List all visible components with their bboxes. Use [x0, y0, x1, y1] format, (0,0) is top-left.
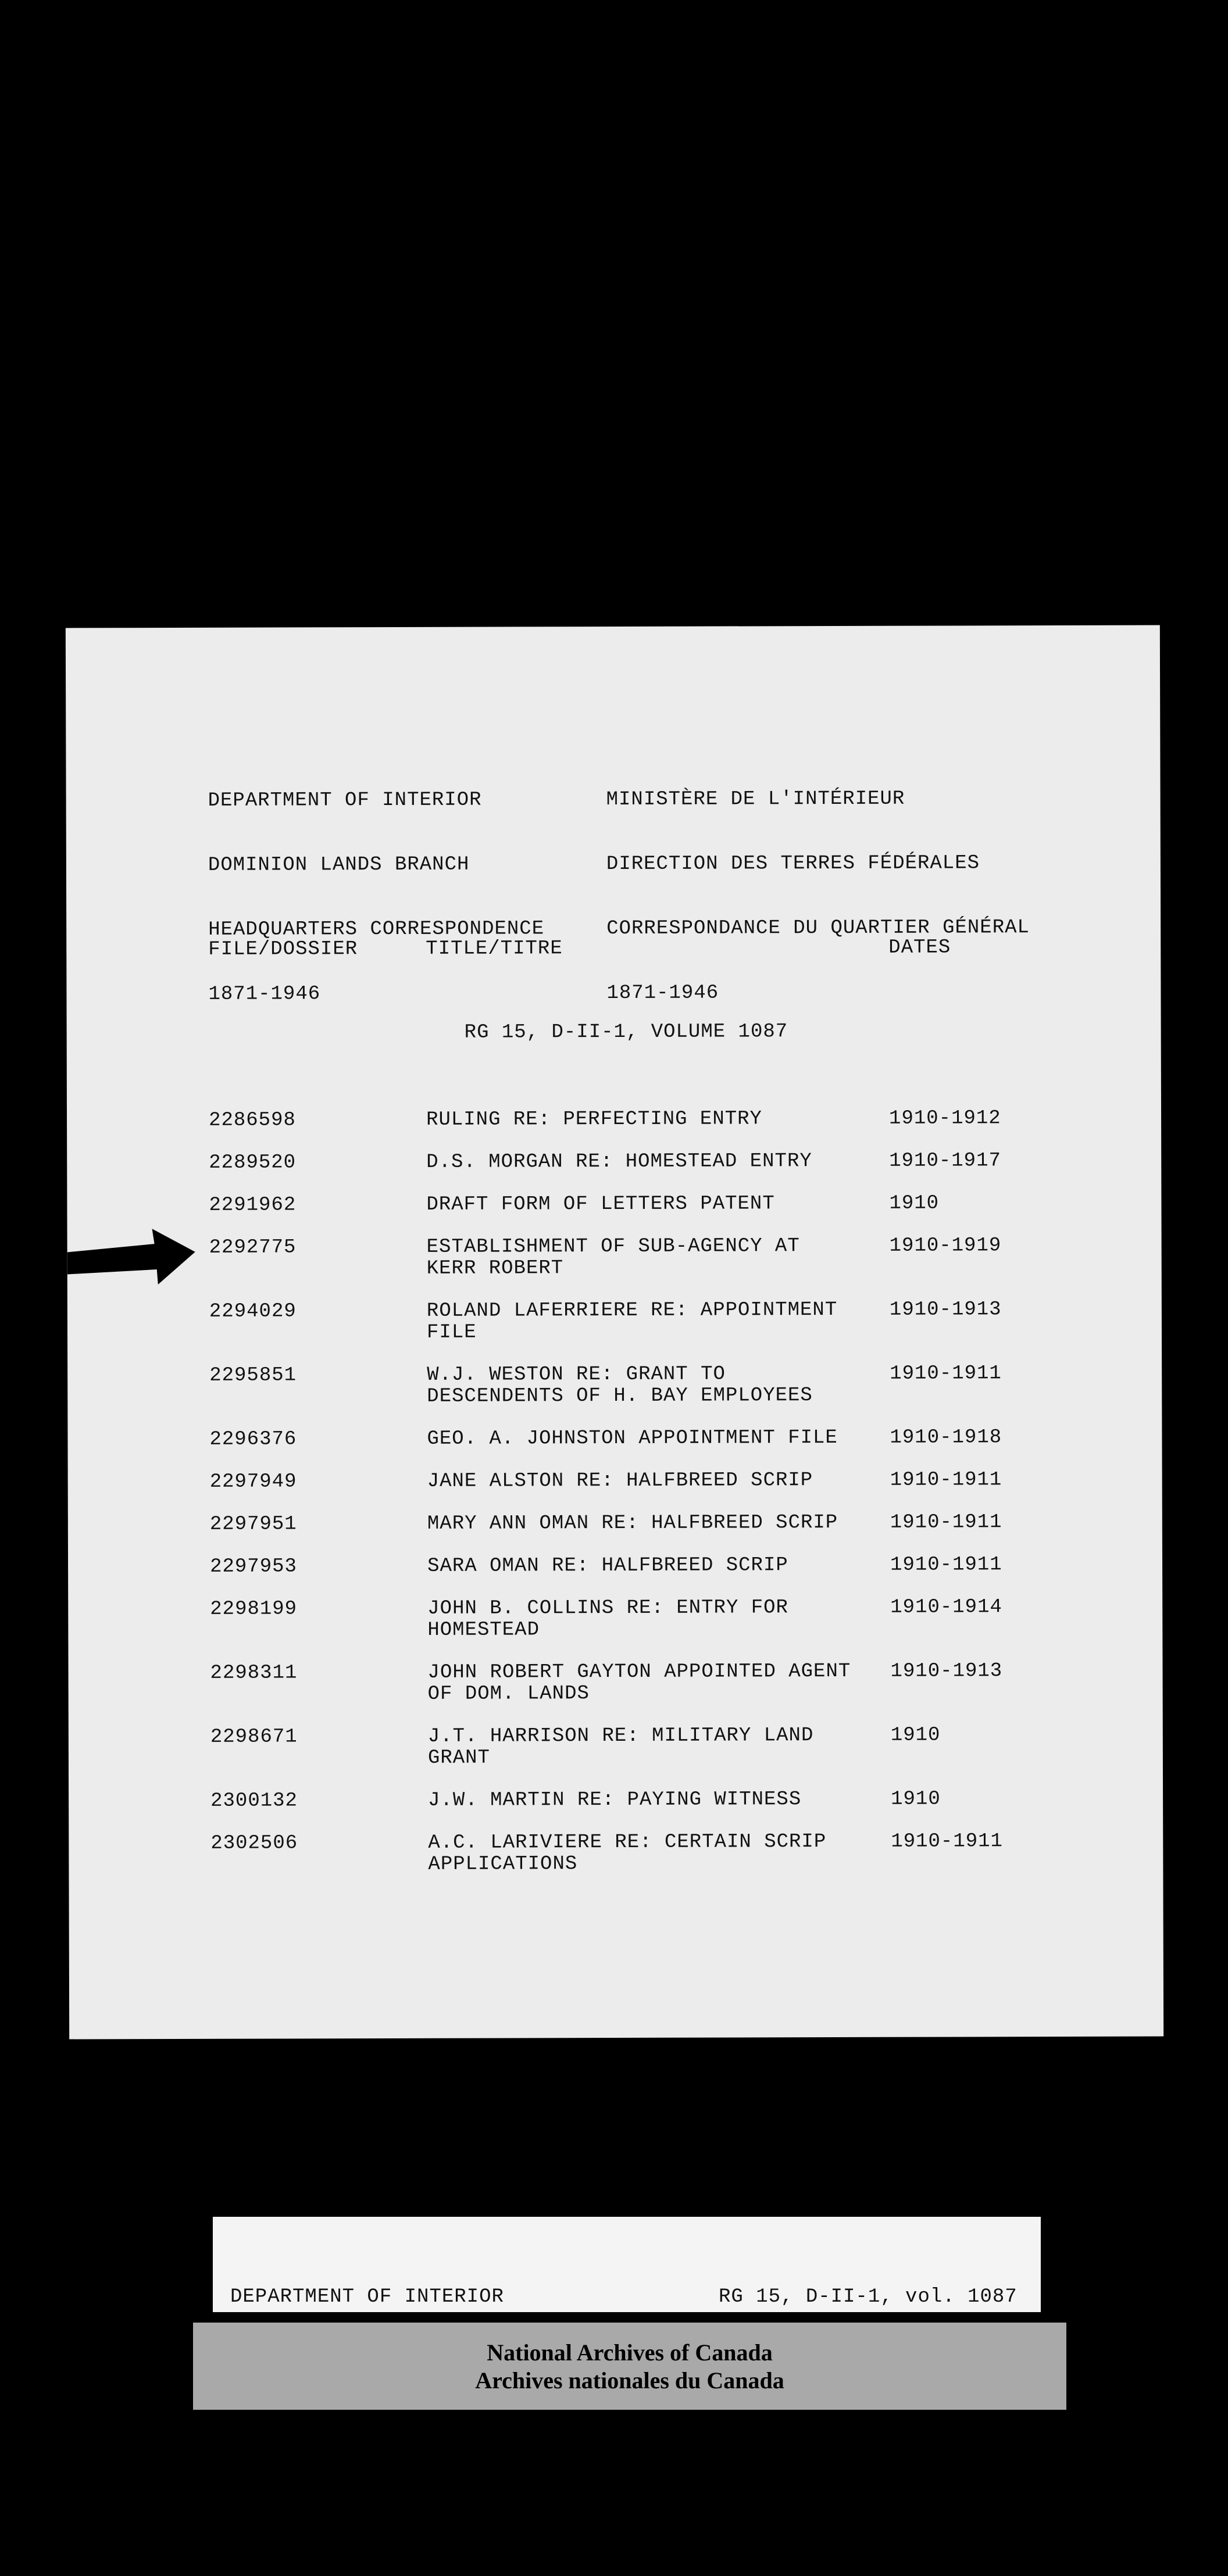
table-row [68, 1469, 1162, 1493]
file-title [426, 1108, 762, 1131]
file-dates: 1910-1911 [890, 1554, 1002, 1576]
archives-banner [193, 2323, 1066, 2410]
file-dates: 1910-1911 [890, 1511, 1002, 1534]
table-row [67, 1192, 1161, 1217]
file-number: 2298199 [210, 1598, 298, 1620]
header-line: 1871-1946 [208, 983, 321, 1006]
file-title-line: KERR ROBERT [426, 1257, 564, 1280]
file-number: 2298671 [210, 1726, 298, 1748]
file-title-line: D.S. MORGAN RE: HOMESTEAD ENTRY [426, 1150, 812, 1173]
file-title [427, 1470, 813, 1493]
file-title [427, 1512, 838, 1535]
file-number: 2291962 [209, 1194, 297, 1217]
label-line: DEPARTMENT OF INTERIOR [230, 2286, 504, 2308]
file-dates: 1910 [891, 1788, 941, 1811]
header-line: DEPARTMENT OF INTERIOR [208, 789, 482, 812]
file-title-line: ROLAND LAFERRIERE RE: APPOINTMENT [426, 1298, 838, 1322]
file-number: 2297951 [209, 1513, 297, 1536]
file-dates: 1910-1911 [891, 1830, 1003, 1853]
file-number: 2300132 [210, 1790, 298, 1812]
file-number: 2296376 [209, 1428, 297, 1451]
file-title-line: DESCENDENTS OF H. BAY EMPLOYEES [427, 1384, 813, 1408]
file-title-line: GRANT [427, 1747, 490, 1769]
table-row [69, 1830, 1163, 1876]
file-number: 2294029 [209, 1300, 297, 1323]
file-title [427, 1661, 851, 1705]
file-title-line: HOMESTEAD [427, 1619, 540, 1641]
document-page [66, 625, 1163, 2040]
table-row [67, 1107, 1161, 1132]
file-number: 2297953 [210, 1555, 297, 1578]
file-title [427, 1236, 800, 1280]
file-title-line: OF DOM. LANDS [427, 1683, 590, 1705]
file-title-line: MARY ANN OMAN RE: HALFBREED SCRIP [427, 1511, 838, 1535]
table-row [67, 1426, 1162, 1451]
file-title-line: W.J. WESTON RE: GRANT TO [427, 1363, 726, 1386]
file-title [428, 1789, 801, 1812]
file-dates: 1910-1913 [890, 1660, 1003, 1683]
header-line: CORRESPONDANCE DU QUARTIER GÉNÉRAL [606, 917, 1030, 940]
label-line: RG 15, D-II-1, vol. 1087 [719, 2286, 1018, 2308]
file-title [428, 1725, 814, 1769]
file-number: 2286598 [208, 1109, 296, 1132]
pointer-arrow-icon [67, 1229, 207, 1287]
file-title [426, 1193, 774, 1216]
table-row [67, 1362, 1162, 1408]
file-title-line: DRAFT FORM OF LETTERS PATENT [426, 1193, 775, 1216]
file-number: 2298311 [210, 1662, 298, 1684]
header-line: DIRECTION DES TERRES FÉDÉRALES [606, 852, 980, 876]
table-row [69, 1788, 1163, 1812]
file-dates: 1910-1914 [890, 1596, 1002, 1619]
file-title-line: ESTABLISHMENT OF SUB-AGENCY AT [426, 1235, 800, 1258]
table-row [68, 1511, 1162, 1536]
file-title-line: FILE [426, 1321, 477, 1344]
archives-name-french: Archives nationales du Canada [475, 2367, 784, 2393]
header-english [208, 746, 544, 1049]
header-line: 1871-1946 [606, 982, 719, 1005]
file-number: 2295851 [209, 1364, 297, 1387]
file-title [427, 1427, 837, 1450]
file-dates: 1910-1913 [889, 1298, 1002, 1321]
table-row [67, 1150, 1161, 1174]
header-french [606, 745, 1030, 1047]
file-dates: 1910-1919 [889, 1235, 1002, 1257]
header-line: HEADQUARTERS CORRESPONDENCE [208, 918, 545, 941]
table-row [69, 1724, 1163, 1769]
file-title-line: J.T. HARRISON RE: MILITARY LAND [427, 1725, 814, 1748]
file-dates: 1910-1911 [890, 1469, 1002, 1491]
file-number: 2289520 [209, 1151, 297, 1174]
file-number: 2292775 [209, 1236, 297, 1259]
header-line: DOMINION LANDS BRANCH [208, 853, 470, 876]
column-header-dates: DATES [888, 936, 951, 959]
file-title [428, 1831, 826, 1876]
file-title-line: A.C. LARIVIERE RE: CERTAIN SCRIP [428, 1831, 827, 1854]
file-title [427, 1597, 788, 1641]
file-dates: 1910-1917 [889, 1150, 1001, 1172]
table-row [68, 1554, 1162, 1578]
volume-line: RG 15, D-II-1, VOLUME 1087 [464, 1021, 788, 1044]
file-title [426, 1151, 812, 1173]
file-dates: 1910-1912 [888, 1107, 1001, 1130]
archives-name-english: National Archives of Canada [487, 2339, 773, 2366]
file-dates: 1910-1911 [890, 1362, 1002, 1385]
file-dates: 1910 [889, 1192, 940, 1215]
file-title [427, 1555, 788, 1577]
table-row [67, 1298, 1162, 1344]
file-title-line: RULING RE: PERFECTING ENTRY [426, 1108, 762, 1131]
file-title-line: SARA OMAN RE: HALFBREED SCRIP [427, 1554, 788, 1577]
file-title-line: JOHN B. COLLINS RE: ENTRY FOR [427, 1597, 788, 1620]
file-number: 2302506 [210, 1832, 298, 1855]
file-list [67, 1107, 1161, 1876]
file-number: 2297949 [209, 1471, 297, 1493]
table-row [68, 1660, 1162, 1705]
file-title [427, 1300, 838, 1344]
header-line: MINISTÈRE DE L'INTÉRIEUR [606, 788, 905, 811]
file-title-line: APPLICATIONS [428, 1853, 578, 1876]
column-header-file: FILE/DOSSIER [208, 938, 358, 961]
file-dates: 1910-1918 [890, 1426, 1002, 1449]
file-title-line: JANE ALSTON RE: HALFBREED SCRIP [427, 1469, 813, 1493]
table-row [67, 1235, 1162, 1280]
column-header-title: TITLE/TITRE [426, 938, 563, 960]
microfilm-label [213, 2217, 1041, 2312]
table-row [68, 1596, 1162, 1641]
file-title-line: JOHN ROBERT GAYTON APPOINTED AGENT [427, 1660, 851, 1684]
file-title [427, 1364, 813, 1408]
file-dates: 1910 [890, 1724, 941, 1747]
file-title-line: J.W. MARTIN RE: PAYING WITNESS [428, 1788, 802, 1812]
file-title-line: GEO. A. JOHNSTON APPOINTMENT FILE [427, 1426, 838, 1450]
